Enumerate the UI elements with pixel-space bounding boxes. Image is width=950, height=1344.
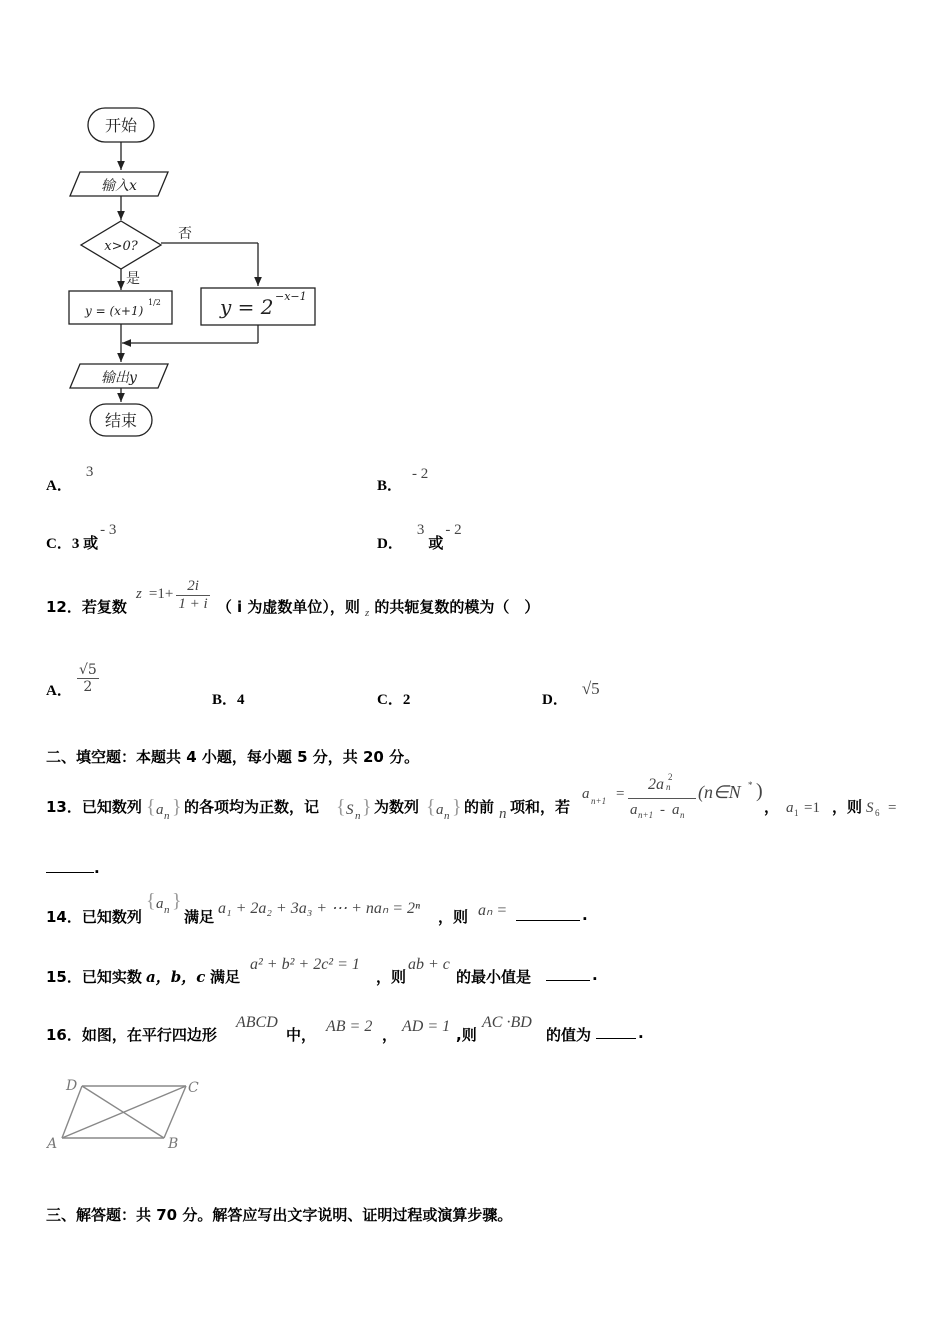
option-or: 或 <box>428 536 444 552</box>
q13-brace2: { <box>336 796 346 818</box>
vertex-b-label: B <box>168 1136 179 1152</box>
q12-mid: （ i 为虚数单位），则 <box>216 598 360 616</box>
q14-p3: ，则 <box>438 908 469 926</box>
q13-brace1: { <box>146 796 156 818</box>
q11-option-c <box>46 518 117 552</box>
q13-a1: a <box>786 800 794 816</box>
q13-an2: a <box>436 802 444 818</box>
q12-option-b: B．4 <box>212 692 245 708</box>
q13-an2-sub: n <box>444 810 450 822</box>
q15-target: ab + c <box>408 956 450 973</box>
q16-ad: AD = 1 <box>402 1018 451 1035</box>
option-value: 3 <box>85 464 94 480</box>
question-13 <box>46 770 926 830</box>
q13-frac-num-sub: n <box>666 782 671 792</box>
q13-sn: S <box>346 802 354 818</box>
question-12 <box>46 578 540 619</box>
question-14 <box>46 888 926 928</box>
flow-output-text: 输出y <box>101 370 137 386</box>
q13-p1: 13．已知数列 <box>46 798 142 816</box>
q16-comma: ， <box>382 1026 398 1044</box>
q12-option-a <box>46 662 99 699</box>
option-label: D． <box>377 536 403 552</box>
q13-frac-den-sub2: n <box>680 810 685 820</box>
q15-vars: a，b，c <box>146 968 206 986</box>
q14-blank <box>516 906 580 921</box>
q14-an: a <box>156 896 164 912</box>
q12-option-c: C．2 <box>377 692 411 708</box>
q16-blank <box>596 1024 636 1039</box>
q14-end: . <box>582 906 588 924</box>
flow-yes-exponent: 1/2 <box>148 298 161 307</box>
q13-p2: 的各项均为正数，记 <box>184 798 320 816</box>
q15-p1: 15．已知实数 <box>46 968 142 986</box>
flow-end-text: 结束 <box>104 411 138 430</box>
q16-p2: 中， <box>286 1026 317 1044</box>
option-value: - 3 <box>100 522 117 538</box>
option-label: A． <box>46 683 72 699</box>
q11-option-b <box>377 462 429 494</box>
q12-fraction <box>176 578 209 613</box>
q13-comma: ， <box>764 798 780 816</box>
blank-line <box>46 858 94 873</box>
q13-lhs-sub: n+1 <box>591 796 607 806</box>
option-value: - 2 <box>445 522 462 538</box>
q16-ab: AB = 2 <box>326 1018 373 1035</box>
q15-p3: ，则 <box>376 968 407 986</box>
option-fraction <box>77 662 99 695</box>
q15-p4: 的最小值是 <box>456 968 532 986</box>
q15-expr: a² + b² + 2c² = 1 <box>250 956 360 973</box>
q14-expr: a₁ + 2a₂ + 3a₃ + ⋯ + naₙ = 2ⁿ <box>218 900 421 917</box>
q13-brace3: { <box>426 796 436 818</box>
q13-frac-den-sub1: n+1 <box>638 810 654 820</box>
q13-s6: S <box>866 800 874 816</box>
q13-s6-sub: 6 <box>875 808 880 818</box>
q13-p5: 项和，若 <box>510 798 571 816</box>
q12-frac-num: 2i <box>176 578 209 596</box>
q13-brace2-close: } <box>362 796 372 818</box>
q11-option-a <box>46 460 94 494</box>
q13-frac-den2: a <box>672 802 680 818</box>
flowchart <box>60 100 340 445</box>
option-value: 3 <box>416 522 425 538</box>
option-value: - 2 <box>412 466 429 482</box>
q13-a1-val: =1 <box>804 800 820 816</box>
q13-brace1-close: } <box>172 796 182 818</box>
option-value: √5 <box>581 679 600 698</box>
q12-z2: z <box>365 607 370 619</box>
q14-brace-close: } <box>172 890 182 912</box>
q14-brace: { <box>146 890 156 912</box>
q13-star: * <box>748 780 753 790</box>
period: . <box>94 859 100 877</box>
q15-p2: 满足 <box>210 968 241 986</box>
q15-blank <box>546 966 590 981</box>
q13-p3: 为数列 <box>374 798 420 816</box>
q13-frac-num-sup: 2 <box>668 772 673 782</box>
q13-an-sub: n <box>164 810 170 822</box>
flow-yes-formula: y = (x+1) <box>85 304 144 318</box>
parallelogram-figure <box>44 1072 214 1156</box>
fraction-den: 2 <box>83 679 93 695</box>
q12-prefix: 12．若复数 <box>46 598 127 616</box>
q16-p4: 的值为 <box>546 1026 592 1044</box>
option-label: D． <box>542 692 568 708</box>
q16-dot: AC ·BD <box>482 1014 532 1031</box>
section-3-heading: 三、解答题：共 70 分。解答应写出文字说明、证明过程或演算步骤。 <box>46 1206 513 1224</box>
vertex-d-label: D <box>66 1078 78 1094</box>
q13-a1-sub: 1 <box>794 808 799 818</box>
q16-p1: 16．如图，在平行四边形 <box>46 1026 217 1044</box>
section-2-heading: 二、填空题：本题共 4 小题，每小题 5 分，共 20 分。 <box>46 748 420 766</box>
q14-ans: aₙ = <box>478 902 508 919</box>
flow-input-text: 输入x <box>101 178 137 194</box>
flow-condition-text: x>0? <box>104 239 138 254</box>
q13-s6-eq: = <box>888 800 897 816</box>
q14-an-sub: n <box>164 904 170 916</box>
option-label: C．3 或 <box>46 536 99 552</box>
vertex-c-label: C <box>188 1080 199 1096</box>
vertex-a-label: A <box>47 1136 58 1152</box>
q13-an: a <box>156 802 164 818</box>
q13-sn-sub: n <box>355 810 361 822</box>
q16-end: . <box>638 1024 644 1042</box>
option-label: B． <box>377 478 403 494</box>
q13-cond-close: ) <box>756 780 763 802</box>
q13-frac-num: 2a <box>648 776 664 793</box>
flow-start-text: 开始 <box>104 116 138 135</box>
q12-option-d <box>542 678 600 708</box>
q12-eq: =1+ <box>148 586 174 602</box>
q12-frac-den: 1 + i <box>178 596 208 612</box>
q14-p1: 14．已知数列 <box>46 908 142 926</box>
q13-p4: 的前 <box>464 798 495 816</box>
q13-condition: (n∈N <box>698 782 741 802</box>
q12-z: z <box>135 586 142 602</box>
flow-no-formula: y = 2 <box>220 295 274 319</box>
q13-answer-blank <box>46 858 100 877</box>
q13-minus: - <box>660 802 665 818</box>
question-15 <box>46 950 926 990</box>
q13-frac-den: a <box>630 802 638 818</box>
q13-lhs: a <box>582 786 590 802</box>
q16-p3: ,则 <box>456 1026 477 1044</box>
question-16 <box>46 1012 926 1052</box>
q16-abcd: ABCD <box>236 1014 278 1031</box>
q15-end: . <box>592 966 598 984</box>
q13-then: ，则 <box>832 798 863 816</box>
q13-n: n <box>499 806 507 822</box>
q13-equals: = <box>616 786 625 802</box>
q11-option-d <box>377 518 462 552</box>
q13-frac-bar <box>628 798 696 799</box>
fraction-num: √5 <box>78 662 97 678</box>
option-label: A． <box>46 478 72 494</box>
q14-p2: 满足 <box>184 908 215 926</box>
flow-no-exponent: −x−1 <box>275 290 307 303</box>
flow-no-label: 否 <box>178 226 192 242</box>
q13-brace3-close: } <box>452 796 462 818</box>
q12-suffix: 的共轭复数的模为（ ） <box>374 598 540 616</box>
flow-yes-label: 是 <box>126 271 140 287</box>
